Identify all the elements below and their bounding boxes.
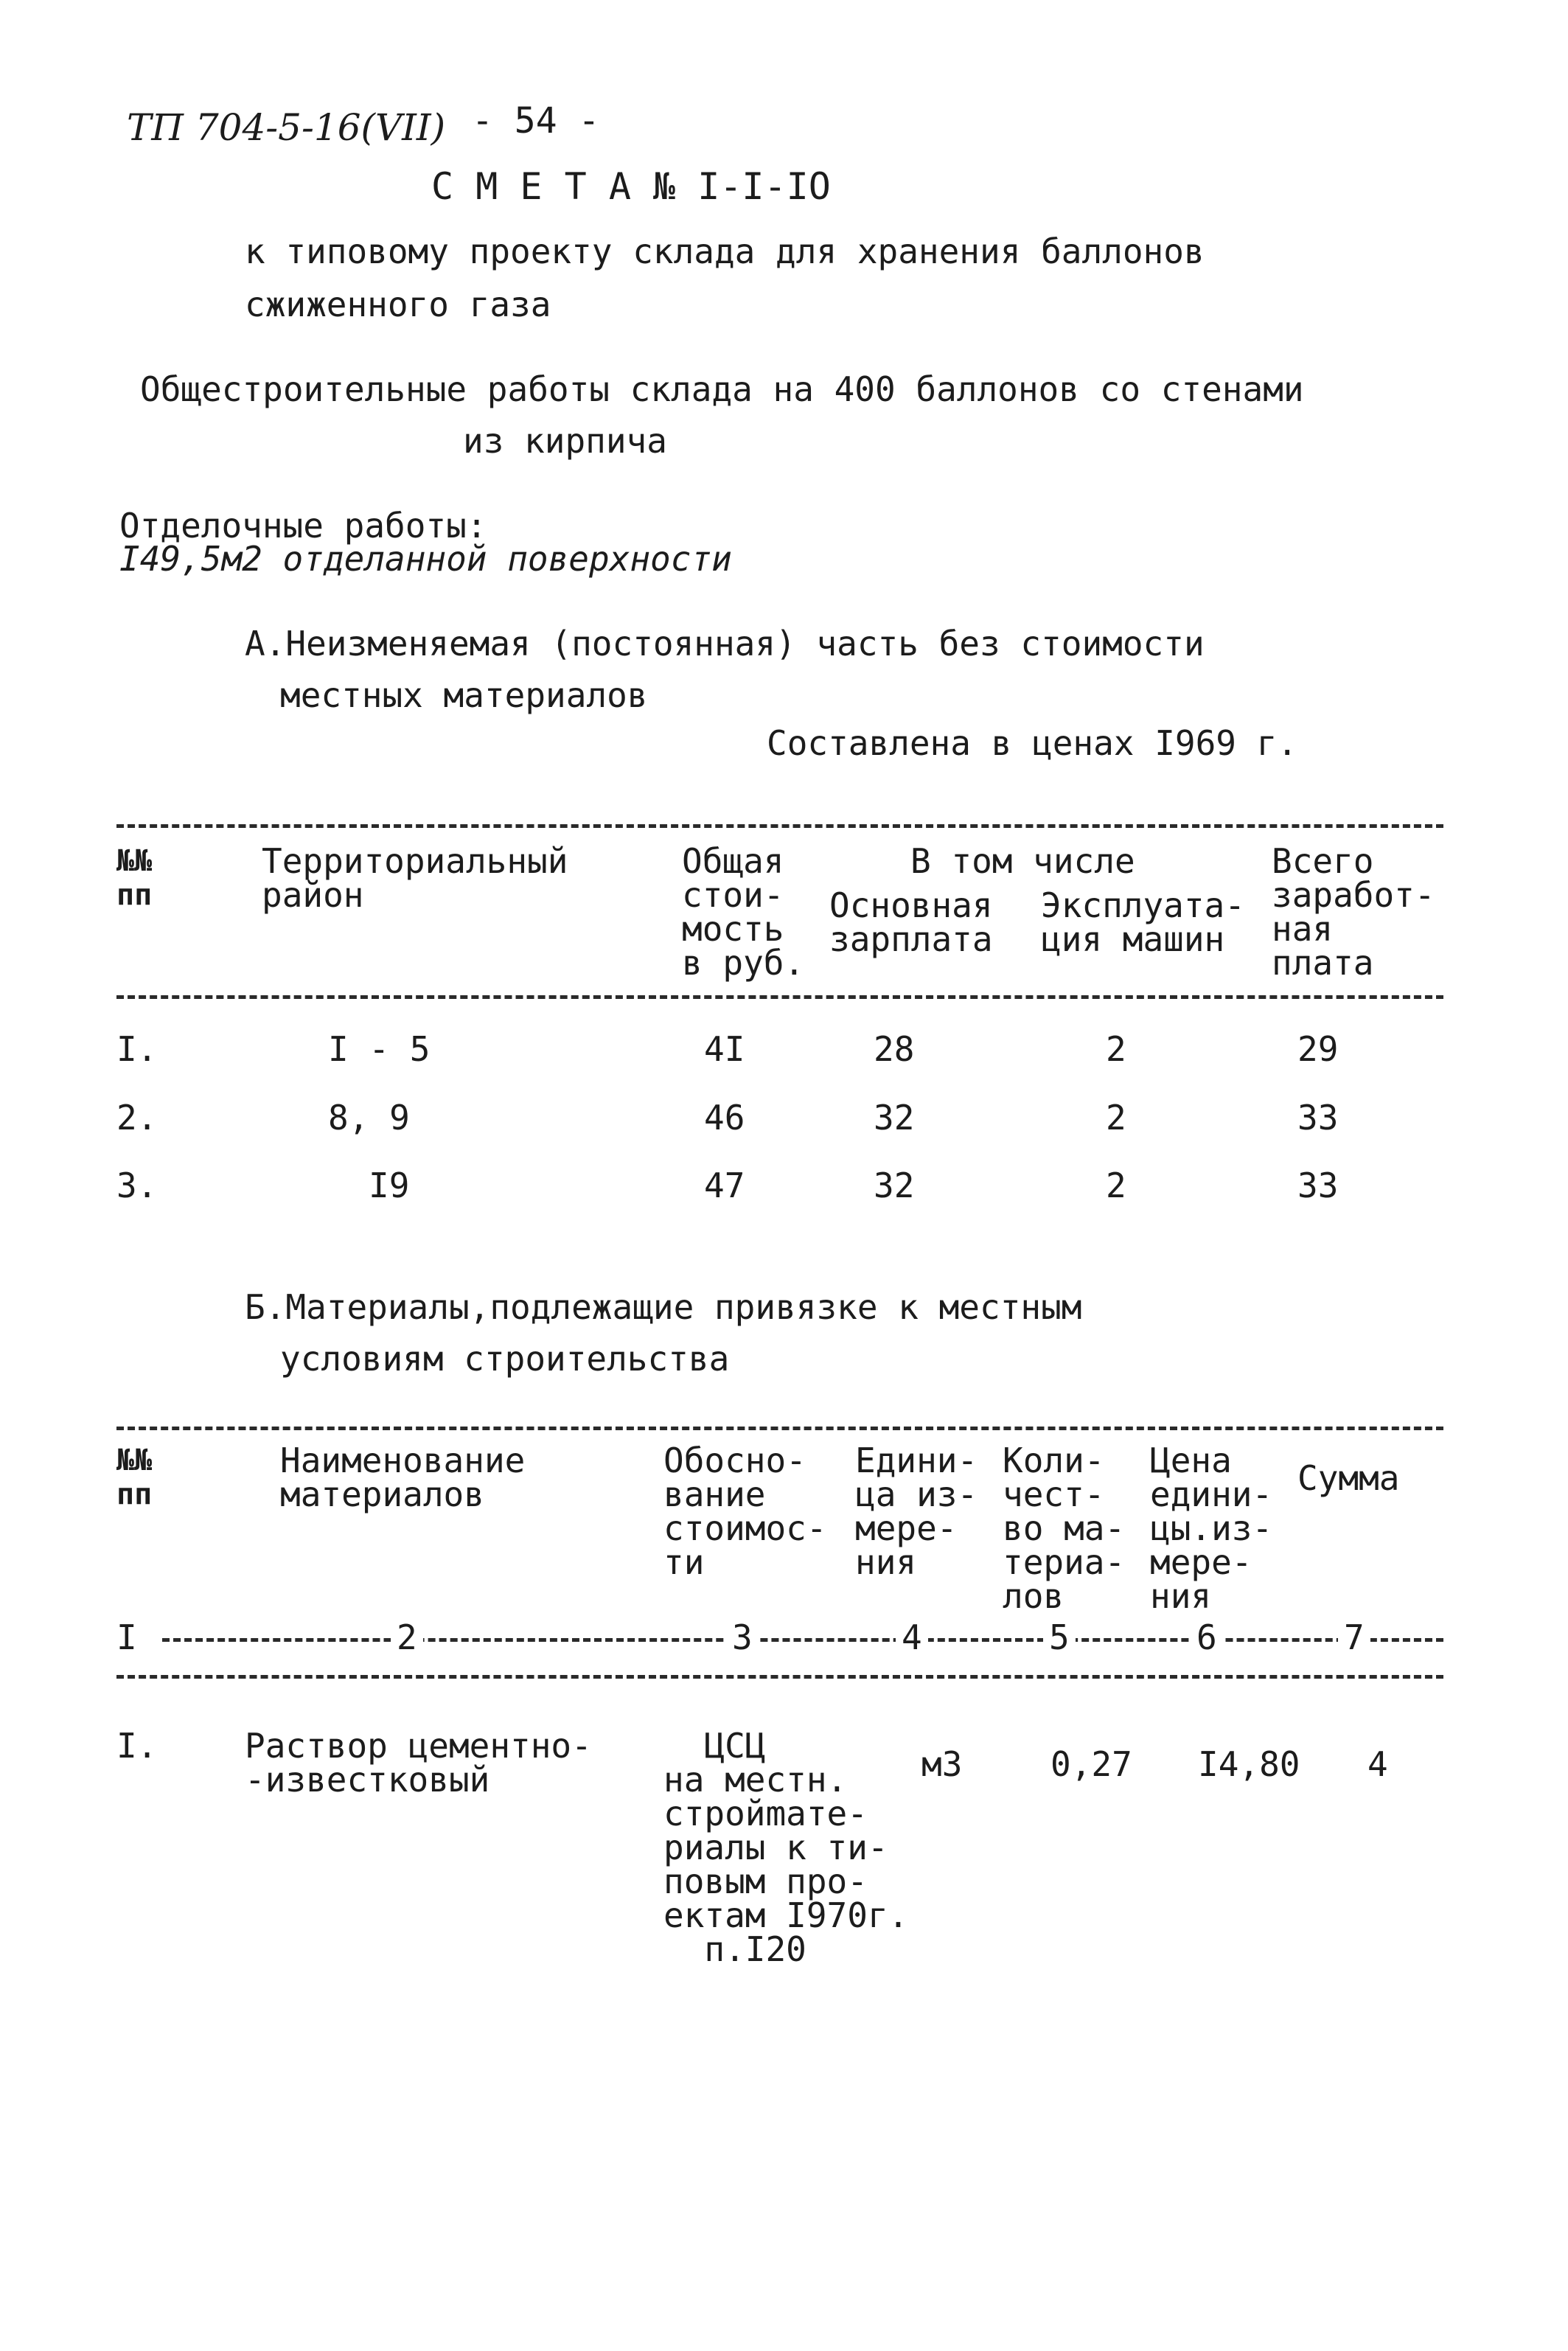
row-unit: м3 [921,1744,963,1784]
row-total-salary: 33 [1297,1166,1339,1205]
row-total: 4I [704,1029,745,1069]
table-a-header-total: Общая стои- мость в руб. [682,841,805,983]
table-a-header-total-salary: Всего заработ- ная плата [1272,841,1435,983]
row-total: 47 [704,1166,745,1205]
finishing-label: Отделочные работы: [119,506,487,546]
table-a-header-num: №№ пп [116,844,153,912]
col-number-2: 2 [391,1620,423,1654]
col-number-1: I [116,1620,143,1654]
row-quantity: 0,27 [1050,1744,1132,1784]
section-b-title-line-1: Б.Материалы,подлежащие привязке к местным [245,1287,1082,1327]
row-base-salary: 32 [874,1166,915,1205]
subtitle-line-1: к типовому проекту склада для хранения баллонов [245,231,1205,271]
row-num: 2. [116,1098,158,1138]
row-cost-basis: ЦСЦ на местн. стройmате- риалы к ти- повым про- ектам I970г. п.I20 [663,1726,909,1969]
table-b-header-num: №№ пп [116,1443,153,1511]
row-base-salary: 32 [874,1098,915,1138]
document-title: С М Е Т А № I-I-IO [431,165,831,208]
table-a-header-including: В том числе [910,841,1135,881]
section-a-title-line-2: местных материалов [280,675,648,715]
table-a-header-base-salary: Основная зарплата [829,885,993,959]
col-number-4: 4 [896,1620,928,1654]
row-region: 8, 9 [328,1098,410,1138]
page-number: - 54 - [472,100,600,142]
works-line-2: из кирпича [463,421,667,461]
row-region: I - 5 [328,1029,431,1069]
table-b-header-rule [116,1675,1443,1679]
table-b-header-price: Цена едини- цы.из- мере- ния [1150,1441,1273,1616]
row-num: I. [116,1726,158,1766]
col-number-5: 5 [1043,1620,1076,1654]
table-a-header-region: Территориальный район [262,841,568,915]
row-machines: 2 [1106,1098,1126,1138]
row-total: 46 [704,1098,745,1138]
col-number-6: 6 [1191,1620,1223,1654]
row-num: 3. [116,1166,158,1205]
row-unit-price: I4,80 [1198,1744,1300,1784]
table-b-header-qty: Коли- чест- во ма- териа- лов [1003,1441,1126,1616]
row-machines: 2 [1106,1166,1126,1205]
compiled-prices-note: Составлена в ценах I969 г. [767,723,1298,763]
col-number-3: 3 [726,1620,759,1654]
row-region: I9 [369,1166,410,1205]
section-b-title-line-2: условиям строительства [280,1339,730,1379]
finishing-area: I49,5м2 отделанной поверхности [119,539,732,579]
section-a-title-line-1: А.Неизменяемая (постоянная) часть без стоимости [245,624,1205,663]
table-a-top-rule [116,824,1443,828]
subtitle-line-2: сжиженного газа [245,285,551,324]
table-b-header-name: Наименование материалов [280,1441,526,1514]
table-b-header-basis: Обосно- вание стоимос- ти [663,1441,827,1582]
row-total-salary: 29 [1297,1029,1339,1069]
col-number-7: 7 [1338,1620,1370,1654]
table-b-top-rule [116,1427,1443,1430]
table-b-header-unit: Едини- ца из- мере- ния [855,1441,978,1582]
works-line-1: Общестроительные работы склада на 400 баллонов со стенами [140,369,1304,409]
row-base-salary: 28 [874,1029,915,1069]
row-material-name: Раствор цементно- -известковый [245,1726,592,1800]
table-a-header-rule [116,995,1443,999]
row-sum: 4 [1367,1744,1388,1784]
table-a-header-machines: Эксплуата- ция машин [1041,885,1245,959]
document-code: ТП 704-5-16(VII) [127,106,446,149]
table-b-header-sum: Сумма [1297,1458,1400,1498]
row-total-salary: 33 [1297,1098,1339,1138]
table-b-numbers-rule [162,1638,1443,1642]
row-machines: 2 [1106,1029,1126,1069]
row-num: I. [116,1029,158,1069]
